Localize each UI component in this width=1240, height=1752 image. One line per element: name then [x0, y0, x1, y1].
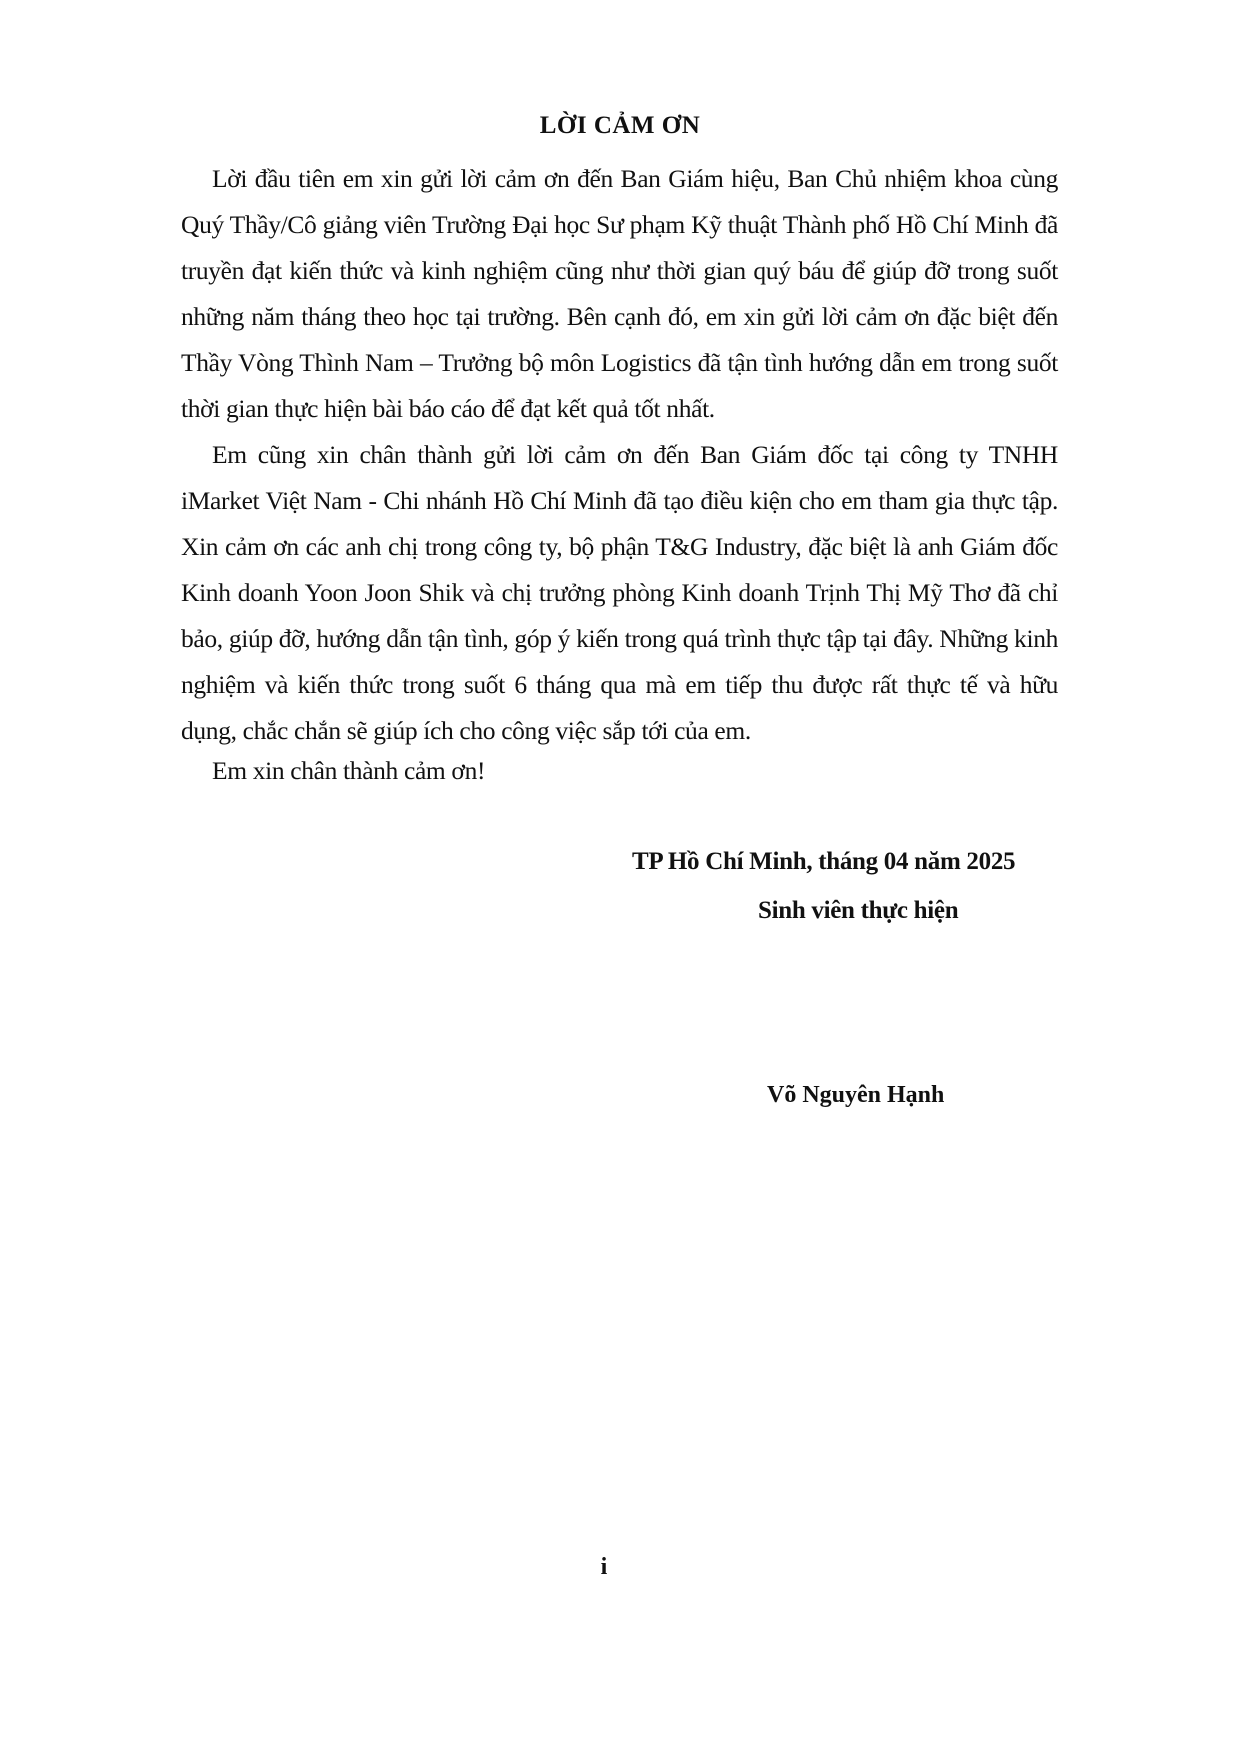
page-title: LỜI CẢM ƠN: [539, 112, 701, 139]
page-number: i: [600, 1554, 608, 1580]
signature-name: Võ Nguyên Hạnh: [767, 1082, 945, 1108]
paragraph-1: Lời đầu tiên em xin gửi lời cảm ơn đến Ban Giám hiệu, Ban Chủ nhiệm khoa cùng Quý Thầy/Cô giảng viên Trường Đại học Sư phạm Kỹ thuật Thành phố Hồ Chí Minh đã truyền đạt kiến thức và kinh nghiệm cũng như thời gian quý báu để giúp đỡ trong suốt những năm tháng theo học tại trường. Bên cạnh đó, em xin gửi lời cảm ơn đặc biệt đến Thầy Vòng Thình Nam – Trưởng bộ môn Logistics đã tận tình hướng dẫn em trong suốt thời gian thực hiện bài báo cáo để đạt kết quả tốt nhất.: [181, 164, 1058, 423]
closing-line: Em xin chân thành cảm ơn!: [212, 756, 486, 785]
signature-role: Sinh viên thực hiện: [758, 897, 959, 924]
signature-place-date: TP Hồ Chí Minh, tháng 04 năm 2025: [632, 848, 1016, 875]
acknowledgement-body: [181, 156, 1058, 754]
paragraph-2: Em cũng xin chân thành gửi lời cảm ơn đến Ban Giám đốc tại công ty TNHH iMarket Việt Nam - Chi nhánh Hồ Chí Minh đã tạo điều kiện cho em tham gia thực tập. Xin cảm ơn các anh chị trong công ty, bộ phận T&G Industry, đặc biệt là anh Giám đốc Kinh doanh Yoon Joon Shik và chị trưởng phòng Kinh doanh Trịnh Thị Mỹ Thơ đã chỉ bảo, giúp đỡ, hướng dẫn tận tình, góp ý kiến trong quá trình thực tập tại đây. Những kinh nghiệm và kiến thức trong suốt 6 tháng qua mà em tiếp thu được rất thực tế và hữu dụng, chắc chắn sẽ giúp ích cho công việc sắp tới của em.: [181, 440, 1058, 745]
